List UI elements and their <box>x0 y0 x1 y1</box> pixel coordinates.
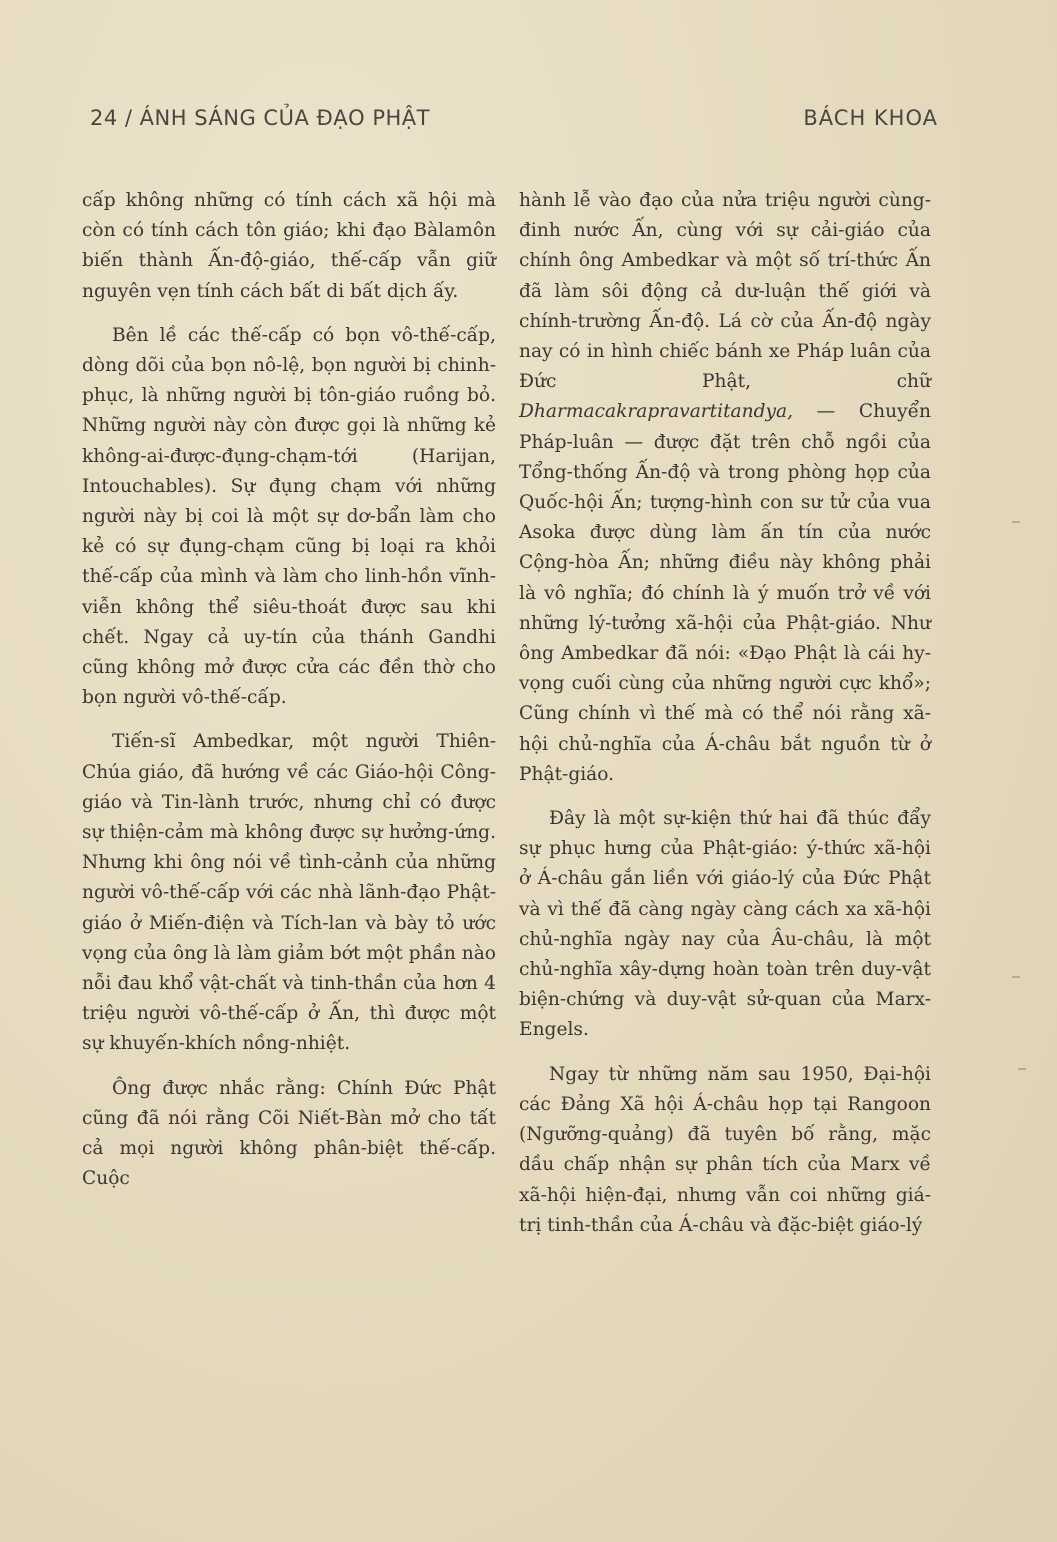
page-header <box>90 106 938 146</box>
right-column <box>519 186 931 1255</box>
paragraph-text: hành lễ vào đạo của nửa triệu người cùng-đinh nước Ấn, cùng với sự cải-giáo của chính ông Ambedkar và một số trí-thức Ấn đã làm sôi động cả dư-luận thế giới và chính-trường Ấn-độ. Lá cờ của Ấn-độ ngày nay có in hình chiếc bánh xe Pháp luân của Đức Phật, chữ <box>519 190 931 393</box>
paragraph: Đây là một sự-kiện thứ hai đã thúc đẩy sự phục hưng của Phật-giáo: ý-thức xã-hội ở Á-châu gắn liền với giáo-lý của Đức Phật và vì thế đã càng ngày càng cách xa xã-hội chủ-nghĩa ngày nay của Âu-châu, là một chủ-nghĩa xây-dựng hoàn toàn trên duy-vật biện-chứng và duy-vật sử-quan của Marx-Engels. <box>519 808 931 1041</box>
paragraph: Bên lề các thế-cấp có bọn vô-thế-cấp, dòng dõi của bọn nô-lệ, bọn người bị chinh-phục, là những người bị tôn-giáo ruồng bỏ. Những người này còn được gọi là những kẻ không-ai-được-đụng-chạm-tới (Harijan, Intouchables). Sự đụng chạm với những người này bị coi là một sự dơ-bẩn làm cho kẻ có sự đụng-chạm cũng bị loại ra khỏi thế-cấp của mình và làm cho linh-hồn vĩnh-viễn không thể siêu-thoát được sau khi chết. Ngay cả uy-tín của thánh Gandhi cũng không mở được cửa các đền thờ cho bọn người vô-thế-cấp. <box>82 324 496 709</box>
left-column <box>82 186 496 1209</box>
scan-mark <box>1012 521 1020 523</box>
paragraph <box>519 186 931 790</box>
paragraph: Ông được nhắc rằng: Chính Đức Phật cũng đã nói rằng Cõi Niết-Bàn mở cho tất cả mọi người không phân-biệt thế-cấp. Cuộc <box>82 1077 496 1190</box>
scan-mark <box>1012 976 1020 978</box>
scan-mark <box>1018 1068 1026 1070</box>
paragraph: Ngay từ những năm sau 1950, Đại-hội các Đảng Xã hội Á-châu họp tại Rangoon (Ngưỡng-quảng) đã tuyên bố rằng, mặc dầu chấp nhận sự phân tích của Marx về xã-hội hiện-đại, nhưng vẫn coi những giá-trị tinh-thần của Á-châu và đặc-biệt giáo-lý <box>519 1063 931 1236</box>
magazine-name: BÁCH KHOA <box>803 106 938 130</box>
paragraph: cấp không những có tính cách xã hội mà còn có tính cách tôn giáo; khi đạo Bàlamôn biến thành Ấn-độ-giáo, thế-cấp vẫn giữ nguyên vẹn tính cách bất di bất dịch ấy. <box>82 190 496 302</box>
paragraph-text: — Chuyển Pháp-luân — được đặt trên chỗ ngồi của Tổng-thống Ấn-độ và trong phòng họp của Quốc-hội Ấn; tượng-hình con sư tử của vua Asoka được dùng làm ấn tín của nước Cộng-hòa Ấn; những điều này không phải là vô nghĩa; đó chính là ý muốn trở về với những lý-tưởng xã-hội của Phật-giáo. Như ông Ambedkar đã nói: «Đạo Phật là cái hy-vọng cuối cùng của những người cực khổ»; Cũng chính vì thế mà có thể nói rằng xã-hội chủ-nghĩa của Á-châu bắt nguồn từ ở Phật-giáo. <box>519 401 931 785</box>
paragraph: Tiến-sĩ Ambedkar, một người Thiên-Chúa giáo, đã hướng về các Giáo-hội Công-giáo và Tin-lành trước, nhưng chỉ có được sự thiện-cảm mà không được sự hưởng-ứng. Nhưng khi ông nói về tình-cảnh của những người vô-thế-cấp với các nhà lãnh-đạo Phật-giáo ở Miến-điện và Tích-lan và bày tỏ ước vọng của ông là làm giảm bớt một phần nào nỗi đau khổ vật-chất và tinh-thần của hơn 4 triệu người vô-thế-cấp ở Ấn, thì được một sự khuyến-khích nồng-nhiệt. <box>82 731 496 1055</box>
sanskrit-term: Dharmacakrapravartitandya, <box>519 401 794 423</box>
running-head: 24 / ÁNH SÁNG CỦA ĐẠO PHẬT <box>90 106 430 130</box>
